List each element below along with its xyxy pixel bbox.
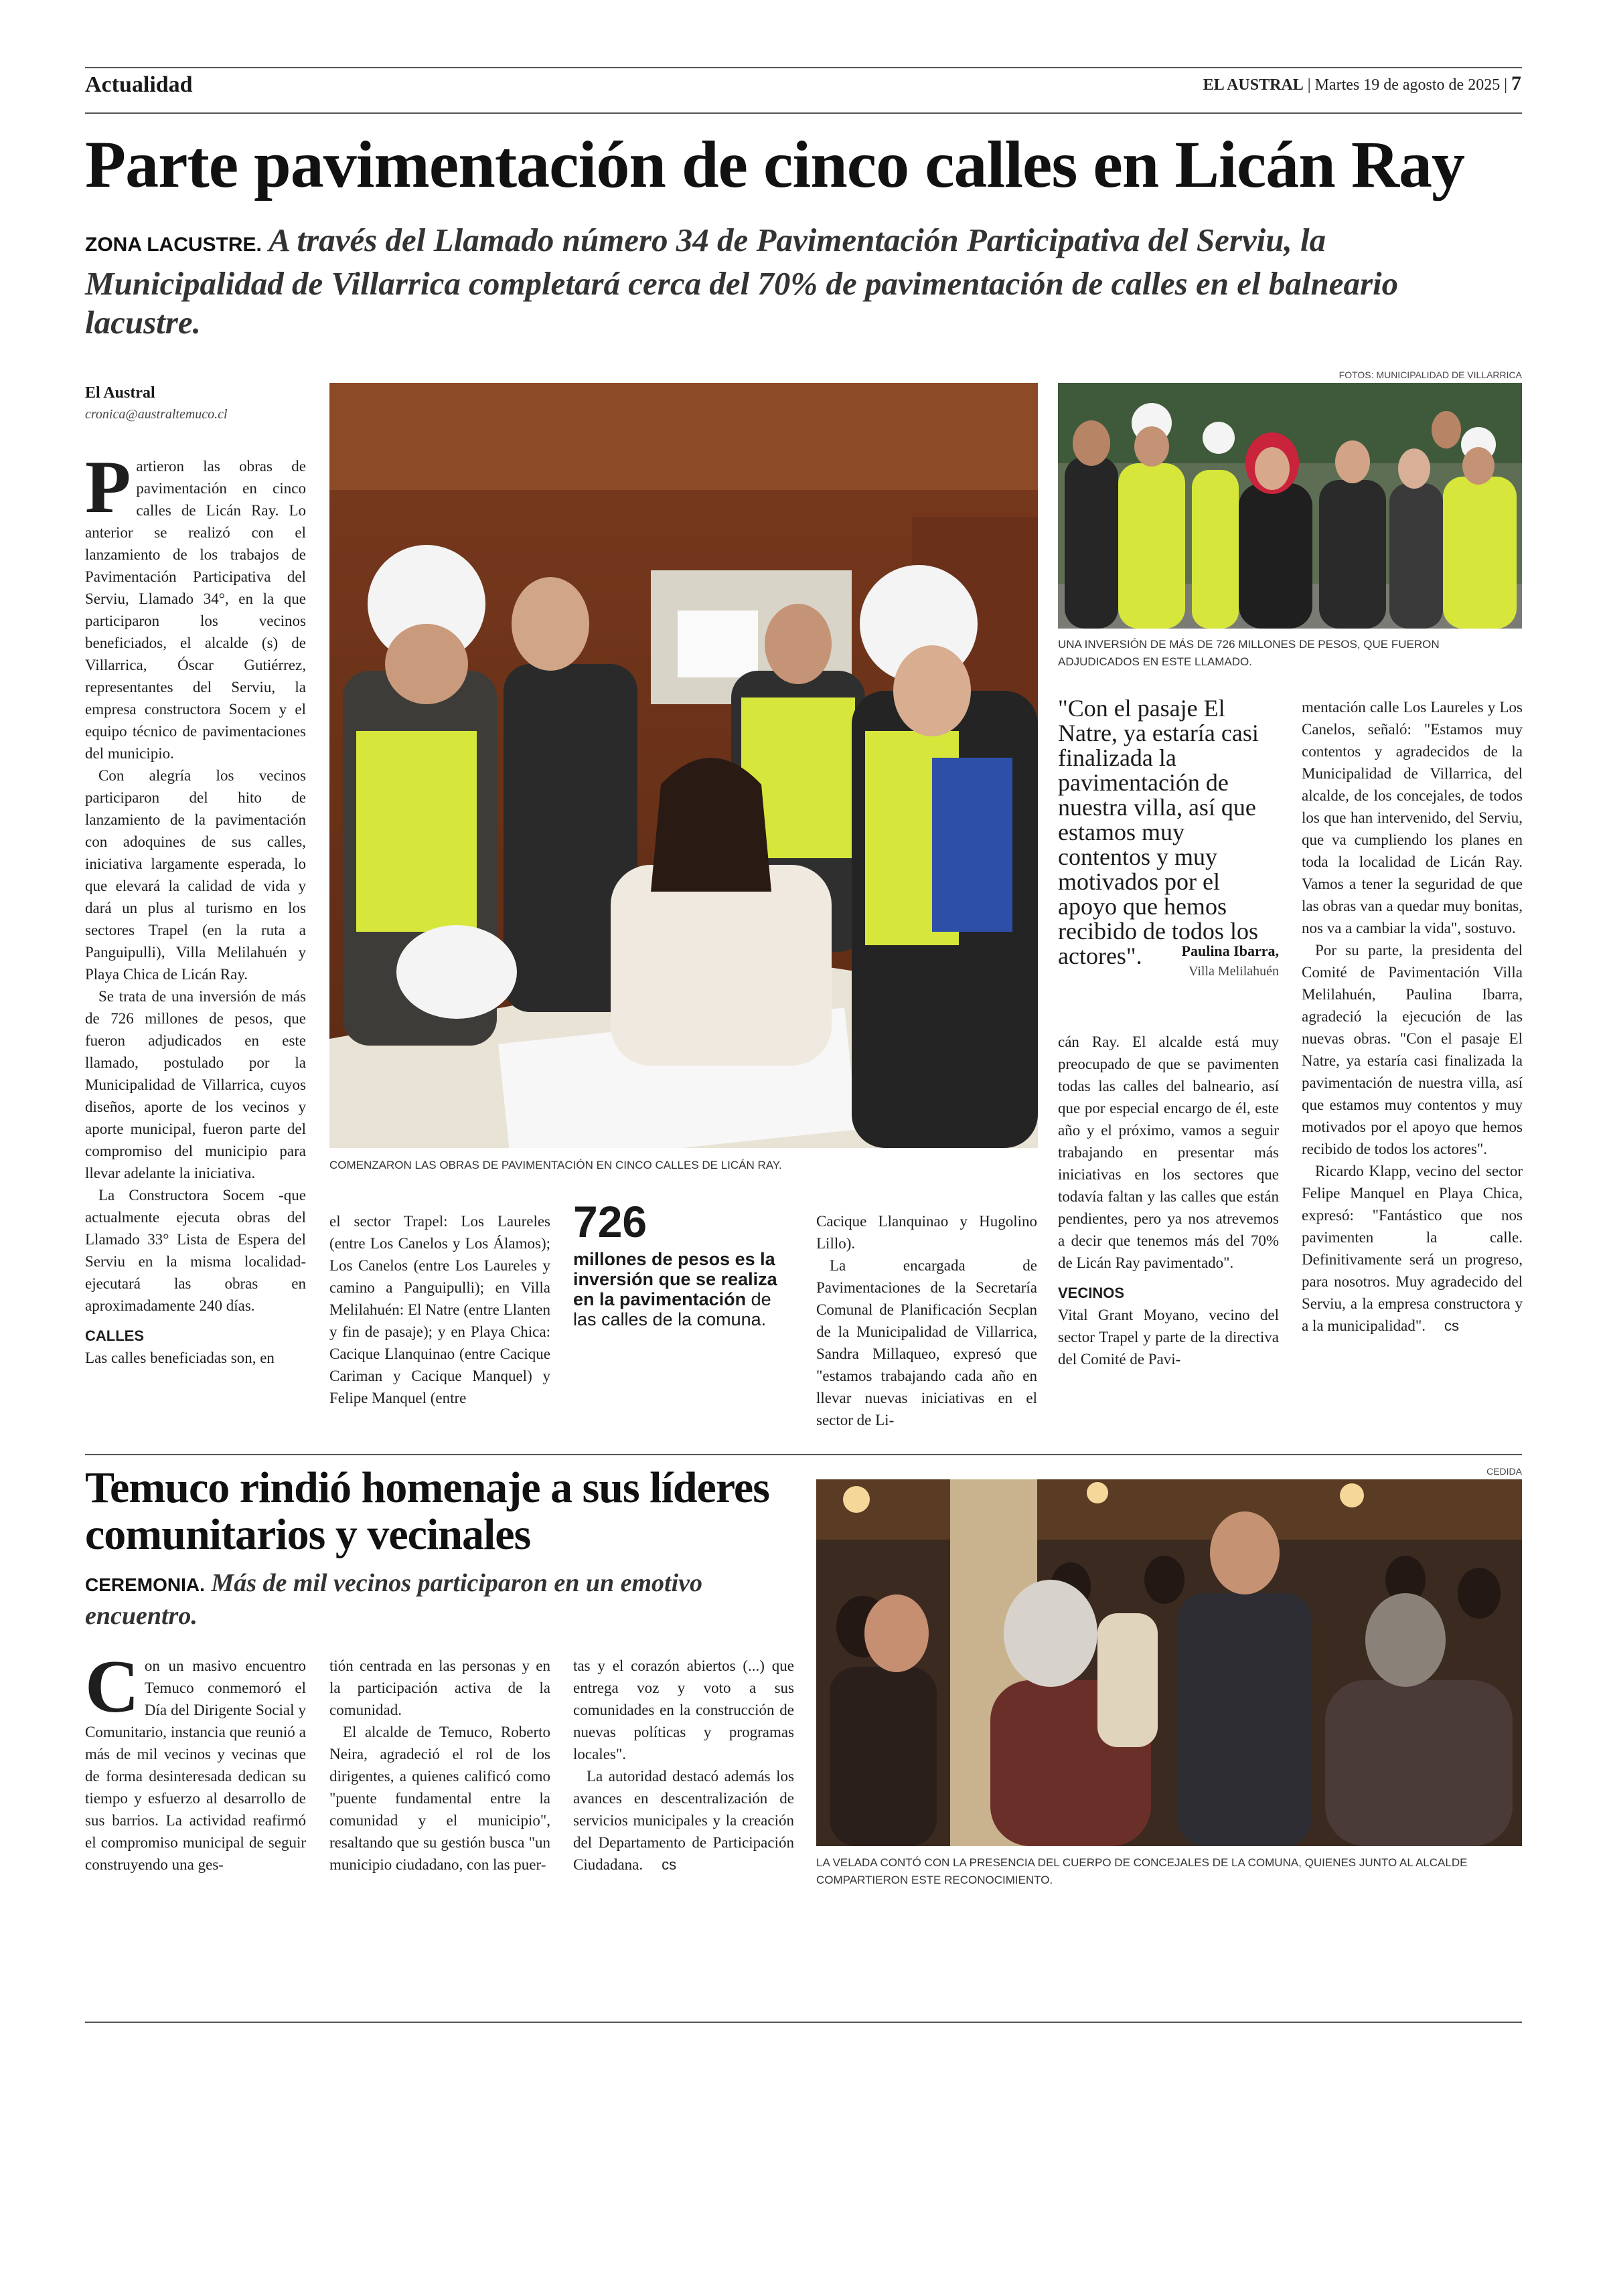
article-column-6 xyxy=(1302,696,1523,1337)
paragraph: Vital Grant Moyano, vecino del sector Trapel y parte de la directiva del Comité de Pavi- xyxy=(1058,1307,1279,1368)
group-photo-caption: UNA INVERSIÓN DE MÁS DE 726 MILLONES DE PESOS, QUE FUERON ADJUDICADOS EN ESTE LLAMADO. xyxy=(1058,638,1440,668)
article-deck xyxy=(85,221,1522,342)
paragraph: Se trata de una inversión de más de 726 millones de pesos, que fueron adjudicados en este llamado, postulado por la Municipalidad de Villarrica, cuyos diseños, aporte de los vecinos y aporte municipal, fueron parte del compromiso del municipio para llevar adelante la iniciativa. xyxy=(85,988,306,1181)
paragraph: cán Ray. El alcalde está muy preocupado de que se pavimenten todas las calles del balneario, así que por especial encargo de él, este año y el próximo, vamos a seguir trabajando en presentar más iniciativas en los sectores que todavía faltan y las calles que están pendientes, pero ya nos atrevemos a decir que tenemos más del 70% de Licán Ray pavimentado". xyxy=(1058,1034,1279,1271)
subhead-vecinos: VECINOS xyxy=(1058,1285,1125,1301)
main-photo-caption: COMENZARON LAS OBRAS DE PAVIMENTACIÓN EN CINCO CALLES DE LICÁN RAY. xyxy=(329,1159,782,1171)
article2-headline: Temuco rindió homenaje a sus líderes comunitarios y vecinales xyxy=(85,1463,769,1559)
paragraph: La encargada de Pavimentaciones de la Secretaría Comunal de Planificación Secplan de la Municipalidad de Villarrica, Sandra Millaqueo, expresó que "estamos trabajando cada año en llevar nuevas iniciativas en el sector de Li- xyxy=(816,1257,1037,1428)
stat-box xyxy=(573,1197,794,1329)
quote-attribution: Paulina Ibarra, xyxy=(1181,942,1279,959)
end-mark: cs xyxy=(662,1856,677,1873)
stat-number: 726 xyxy=(573,1197,647,1246)
article2-column-1: Con un masivo encuentro Temuco conmemoró el Día del Dirigente Social y Comunitario, instancia que reunió a más de mil vecinos y vecinas que de forma desinteresada dedican su tiempo y esfuerzo al desarrollo de sus barrios. La actividad reafirmó el compromiso municipal de seguir construyendo una ges- xyxy=(85,1645,306,1873)
group-photo xyxy=(1058,383,1522,629)
article-column-5 xyxy=(1058,1031,1279,1370)
paragraph: Ricardo Klapp, vecino del sector Felipe Manquel en Playa Chica, expresó: "Fantástico que nos pavimenten la calle. Definitivamente será un progreso, para nosotros. Muy agradecido del Serviu, a la empresa constructora y a la municipalidad". cs xyxy=(1302,1160,1523,1337)
paper-name: EL AUSTRAL xyxy=(1203,76,1304,94)
bottom-rule xyxy=(85,2022,1522,2023)
article2-column-2 xyxy=(329,1655,550,1876)
paragraph: el sector Trapel: Los Laureles (entre Los Canelos y Los Álamos); Los Canelos (entre Los Laureles y camino a Panguipulli); en Villa Melilahuén: El Natre (entre Llanten y fin de pasaje); y en Playa Chica: Cacique Llanquinao (entre Cacique Cariman y Cacique Manquel) y Felipe Manquel (entre xyxy=(329,1213,550,1406)
article2-deck-text: Más de mil vecinos participaron en un emotivo encuentro. xyxy=(85,1569,703,1630)
end-mark: cs xyxy=(1444,1317,1460,1334)
article-column-2 xyxy=(329,1210,550,1409)
stat-rest: de las calles de la comuna. xyxy=(573,1289,771,1329)
paragraph: Con alegría los vecinos participaron del hito de lanzamiento de la pavimentación con adoquines de sus calles, iniciativa largamente esperada, lo que elevará la calidad de vida y dará un plus al turismo en los sectores Trapel (en la ruta a Panguipulli), Villa Melilahuén y Playa Chica de Licán Ray. xyxy=(85,767,306,983)
article2-deck xyxy=(85,1568,795,1631)
ceremony-photo-caption: LA VELADA CONTÓ CON LA PRESENCIA DEL CUERPO DE CONCEJALES DE LA COMUNA, QUIENES JUNTO AL ALCALDE COMPARTIERON ESTE RECONOCIMIENTO. xyxy=(816,1856,1468,1886)
paragraph: La autoridad destacó además los avances en descentralización de servicios municipales y la creación del Departamento de Participación Ciudadana. cs xyxy=(573,1765,794,1876)
article-separator xyxy=(85,1454,1522,1455)
top-rule xyxy=(85,67,1522,68)
masthead: EL AUSTRAL | Martes 19 de agosto de 2025 | 7 xyxy=(1203,72,1521,94)
quote-place: Villa Melilahuén xyxy=(1189,964,1279,979)
section-label: Actualidad xyxy=(85,72,193,97)
article2-photo-credit: CEDIDA xyxy=(1486,1466,1522,1477)
drop-cap: P xyxy=(85,446,131,529)
article-headline: Parte pavimentación de cinco calles en Licán Ray xyxy=(85,127,1465,201)
paragraph: Por su parte, la presidenta del Comité de Pavimentación Villa Melilahuén, Paulina Ibarra, agradeció la ejecución de las nuevas obras. "Con el pasaje El Natre, ya estaría casi finalizada la pavimentación de nuestra villa, así que estamos muy contentos y muy motivados por el apoyo que hemos recibido de todos los actores". xyxy=(1302,942,1523,1157)
paragraph: tas y el corazón abiertos (...) que entrega voz y voto a sus comunidades en la construcción de nuevas políticas y programas locales". xyxy=(573,1657,794,1762)
paragraph: tión centrada en las personas y en la participación activa de la comunidad. xyxy=(329,1657,550,1718)
photo-credit: FOTOS: MUNICIPALIDAD DE VILLARRICA xyxy=(1338,370,1522,380)
issue-date: Martes 19 de agosto de 2025 xyxy=(1314,76,1501,94)
article-column-4 xyxy=(816,1210,1037,1431)
byline-email: cronica@australtemuco.cl xyxy=(85,407,228,422)
paragraph: Las calles beneficiadas son, en xyxy=(85,1349,275,1366)
paragraph: Cacique Llanquinao y Hugolino Lillo). xyxy=(816,1213,1037,1252)
stat-label: millones de pesos es la inversión que se realiza en la pavimentación xyxy=(573,1249,777,1309)
subhead-calles: CALLES xyxy=(85,1327,144,1344)
page-number: 7 xyxy=(1511,72,1521,94)
pull-quote: "Con el pasaje El Natre, ya estaría casi finalizada la pavimentación de nuestra villa, así que estamos muy contentos y muy motivados por el apoyo que hemos recibido de todos los actores". xyxy=(1058,695,1259,969)
header-rule xyxy=(85,112,1522,114)
paragraph: mentación calle Los Laureles y Los Canelos, señaló: "Estamos muy contentos y agradecidos de la Municipalidad de Villarrica, del alcalde, de los concejales, de todos los que han intervenido, del Serviu, que va cumpliendo los planes en toda la localidad de Licán Ray. Vamos a tener la seguridad de que las obras van a quedar muy bonitas, nos va a cambiar la vida", sostuvo. xyxy=(1302,699,1523,936)
paragraph: El alcalde de Temuco, Roberto Neira, agradeció el rol de los dirigentes, a quienes calificó como "puente fundamental entre la comunidad y el municipio", resaltando que su gestión busca "un municipio ciudadano, con las puer- xyxy=(329,1724,550,1873)
article2-drop-cap: C xyxy=(85,1645,139,1728)
article2-column-3 xyxy=(573,1655,794,1876)
article2-kicker: CEREMONIA. xyxy=(85,1574,205,1595)
ceremony-photo xyxy=(816,1479,1522,1846)
article-column-1: Partieron las obras de pavimentación en cinco calles de Licán Ray. Lo anterior se realizó con el lanzamiento de los trabajos de Pavimentación Participativa del Serviu, Llamado 34°, en la que participaron los vecinos beneficiados, el alcalde (s) de Villarrica, Óscar Gutiérrez, representantes del Serviu, la empresa constructora Socem y el equipo técnico de pavimentaciones del municipio. Con alegría los vecinos participaron del hito de lanzamiento de la pavimentación con adoquines de sus calles, iniciativa largamente esperada, lo que elevará la calidad de vida y dará un plus al turismo en los sectores Trapel (en la ruta a Panguipulli), Villa Melilahuén y Playa Chica de Licán Ray. Se trata de una inversión de más de 726 millones de pesos, que fueron adjudicados en este llamado, postulado por la Municipalidad de Villarrica, cuyos diseños, aporte de los vecinos y aporte municipal, fueron parte del compromiso del municipio para llevar adelante la iniciativa. La Constructora Socem -que actualmente ejecuta obras del Llamado 33° Lista de Espera del Serviu en la misma localidad- ejecutará las obras en aproximadamente 240 días. CALLES Las calles beneficiadas son, en xyxy=(85,455,306,1369)
paragraph: La Constructora Socem -que actualmente ejecuta obras del Llamado 33° Lista de Espera del Serviu en la misma localidad- ejecutará las obras en aproximadamente 240 días. xyxy=(85,1187,306,1314)
byline-author: El Austral xyxy=(85,384,155,402)
main-photo xyxy=(329,383,1038,1148)
deck-text: A través del Llamado número 34 de Pavimentación Participativa del Serviu, la Municipalidad de Villarrica completará cerca del 70% de pavimentación de calles en el balneario lacustre. xyxy=(85,222,1399,341)
deck-kicker: ZONA LACUSTRE. xyxy=(85,234,262,256)
